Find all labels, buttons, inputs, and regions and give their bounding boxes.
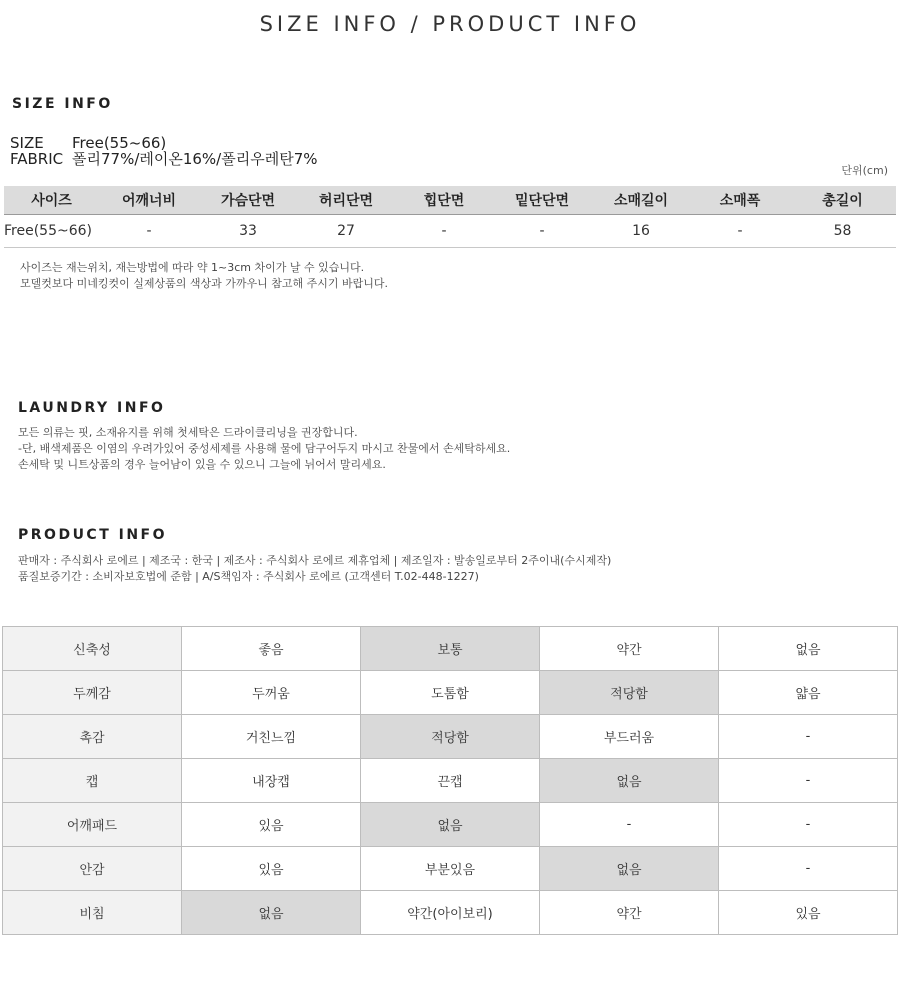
property-row bbox=[3, 891, 898, 935]
property-row bbox=[3, 759, 898, 803]
property-row bbox=[3, 627, 898, 671]
property-label: 안감 bbox=[3, 847, 182, 891]
product-notes bbox=[18, 553, 611, 585]
property-option: 부분있음 bbox=[361, 847, 540, 891]
property-row bbox=[3, 803, 898, 847]
col-header: 사이즈 bbox=[4, 186, 99, 215]
table-cell: 27 bbox=[297, 215, 395, 248]
property-option: 있음 bbox=[182, 803, 361, 847]
property-label: 어깨패드 bbox=[3, 803, 182, 847]
col-header: 어깨너비 bbox=[99, 186, 199, 215]
property-label: 캡 bbox=[3, 759, 182, 803]
property-option: 좋음 bbox=[182, 627, 361, 671]
property-label: 촉감 bbox=[3, 715, 182, 759]
property-row bbox=[3, 715, 898, 759]
property-option: 약간(아이보리) bbox=[361, 891, 540, 935]
property-option: 얇음 bbox=[719, 671, 898, 715]
property-option: 없음 bbox=[719, 627, 898, 671]
col-header: 총길이 bbox=[789, 186, 896, 215]
size-info-heading: SIZE INFO bbox=[12, 96, 113, 112]
property-option-selected: 없음 bbox=[540, 847, 719, 891]
size-notes bbox=[20, 260, 388, 292]
property-option: - bbox=[719, 847, 898, 891]
table-cell: - bbox=[99, 215, 199, 248]
property-option-selected: 없음 bbox=[182, 891, 361, 935]
size-label: SIZE bbox=[10, 134, 44, 152]
laundry-notes bbox=[18, 425, 510, 473]
property-option: 두꺼움 bbox=[182, 671, 361, 715]
product-line: 판매자 : 주식회사 로에르 | 제조국 : 한국 | 제조사 : 주식회사 로에르 제휴업체 | 제조일자 : 발송일로부터 2주이내(수시제작) bbox=[18, 554, 612, 567]
size-note-line: 모델컷보다 미네킹컷이 실제상품의 색상과 가까우니 참고해 주시기 바랍니다. bbox=[20, 277, 389, 290]
property-label: 신축성 bbox=[3, 627, 182, 671]
property-option: 약간 bbox=[540, 891, 719, 935]
col-header: 가슴단면 bbox=[199, 186, 297, 215]
fabric-value: 폴리77%/레이온16%/폴리우레탄7% bbox=[72, 150, 318, 168]
property-option: - bbox=[719, 715, 898, 759]
size-value: Free(55~66) bbox=[72, 134, 167, 152]
property-option-selected: 적당함 bbox=[540, 671, 719, 715]
fabric-property-grid bbox=[2, 626, 898, 935]
col-header: 힙단면 bbox=[395, 186, 493, 215]
property-option: 내장캡 bbox=[182, 759, 361, 803]
size-spec-row bbox=[10, 135, 166, 151]
unit-label: 단위(cm) bbox=[841, 164, 888, 177]
property-label: 비침 bbox=[3, 891, 182, 935]
property-label: 두께감 bbox=[3, 671, 182, 715]
property-option-selected: 보통 bbox=[361, 627, 540, 671]
size-note-line: 사이즈는 재는위치, 재는방법에 따라 약 1~3cm 차이가 날 수 있습니다. bbox=[20, 261, 365, 274]
size-table-header-row bbox=[4, 186, 896, 215]
property-option: 약간 bbox=[540, 627, 719, 671]
property-option: 있음 bbox=[719, 891, 898, 935]
table-cell: - bbox=[493, 215, 591, 248]
property-row bbox=[3, 847, 898, 891]
property-option-selected: 없음 bbox=[361, 803, 540, 847]
size-table bbox=[4, 186, 896, 248]
table-cell: - bbox=[395, 215, 493, 248]
property-option-selected: 적당함 bbox=[361, 715, 540, 759]
page-title: SIZE INFO / PRODUCT INFO bbox=[259, 12, 641, 36]
col-header: 밑단단면 bbox=[493, 186, 591, 215]
property-option: - bbox=[719, 803, 898, 847]
table-cell: - bbox=[691, 215, 789, 248]
col-header: 소매길이 bbox=[591, 186, 691, 215]
property-option: 부드러움 bbox=[540, 715, 719, 759]
property-option: - bbox=[540, 803, 719, 847]
product-line: 품질보증기간 : 소비자보호법에 준함 | A/S책임자 : 주식회사 로에르 (고객센터 T.02-448-1227) bbox=[18, 570, 479, 583]
laundry-info-heading: LAUNDRY INFO bbox=[18, 400, 166, 416]
table-cell: 33 bbox=[199, 215, 297, 248]
property-option: 거친느낌 bbox=[182, 715, 361, 759]
property-option: 도톰함 bbox=[361, 671, 540, 715]
laundry-line: 손세탁 및 니트상품의 경우 늘어남이 있을 수 있으니 그늘에 뉘어서 말리세요. bbox=[18, 458, 386, 471]
property-option-selected: 없음 bbox=[540, 759, 719, 803]
col-header: 소매폭 bbox=[691, 186, 789, 215]
fabric-spec-row bbox=[10, 151, 318, 167]
property-option: - bbox=[719, 759, 898, 803]
table-cell: 58 bbox=[789, 215, 896, 248]
property-row bbox=[3, 671, 898, 715]
table-row bbox=[4, 215, 896, 248]
laundry-line: 모든 의류는 핏, 소재유지를 위해 첫세탁은 드라이클리닝을 권장합니다. bbox=[18, 426, 358, 439]
table-cell: Free(55~66) bbox=[4, 215, 99, 248]
fabric-label: FABRIC bbox=[10, 150, 64, 168]
property-option: 끈캡 bbox=[361, 759, 540, 803]
table-cell: 16 bbox=[591, 215, 691, 248]
product-info-heading: PRODUCT INFO bbox=[18, 527, 168, 543]
property-option: 있음 bbox=[182, 847, 361, 891]
laundry-line: -단, 배색제품은 이염의 우려가있어 중성세제를 사용해 물에 담구어두지 마시고 찬물에서 손세탁하세요. bbox=[18, 442, 511, 455]
col-header: 허리단면 bbox=[297, 186, 395, 215]
